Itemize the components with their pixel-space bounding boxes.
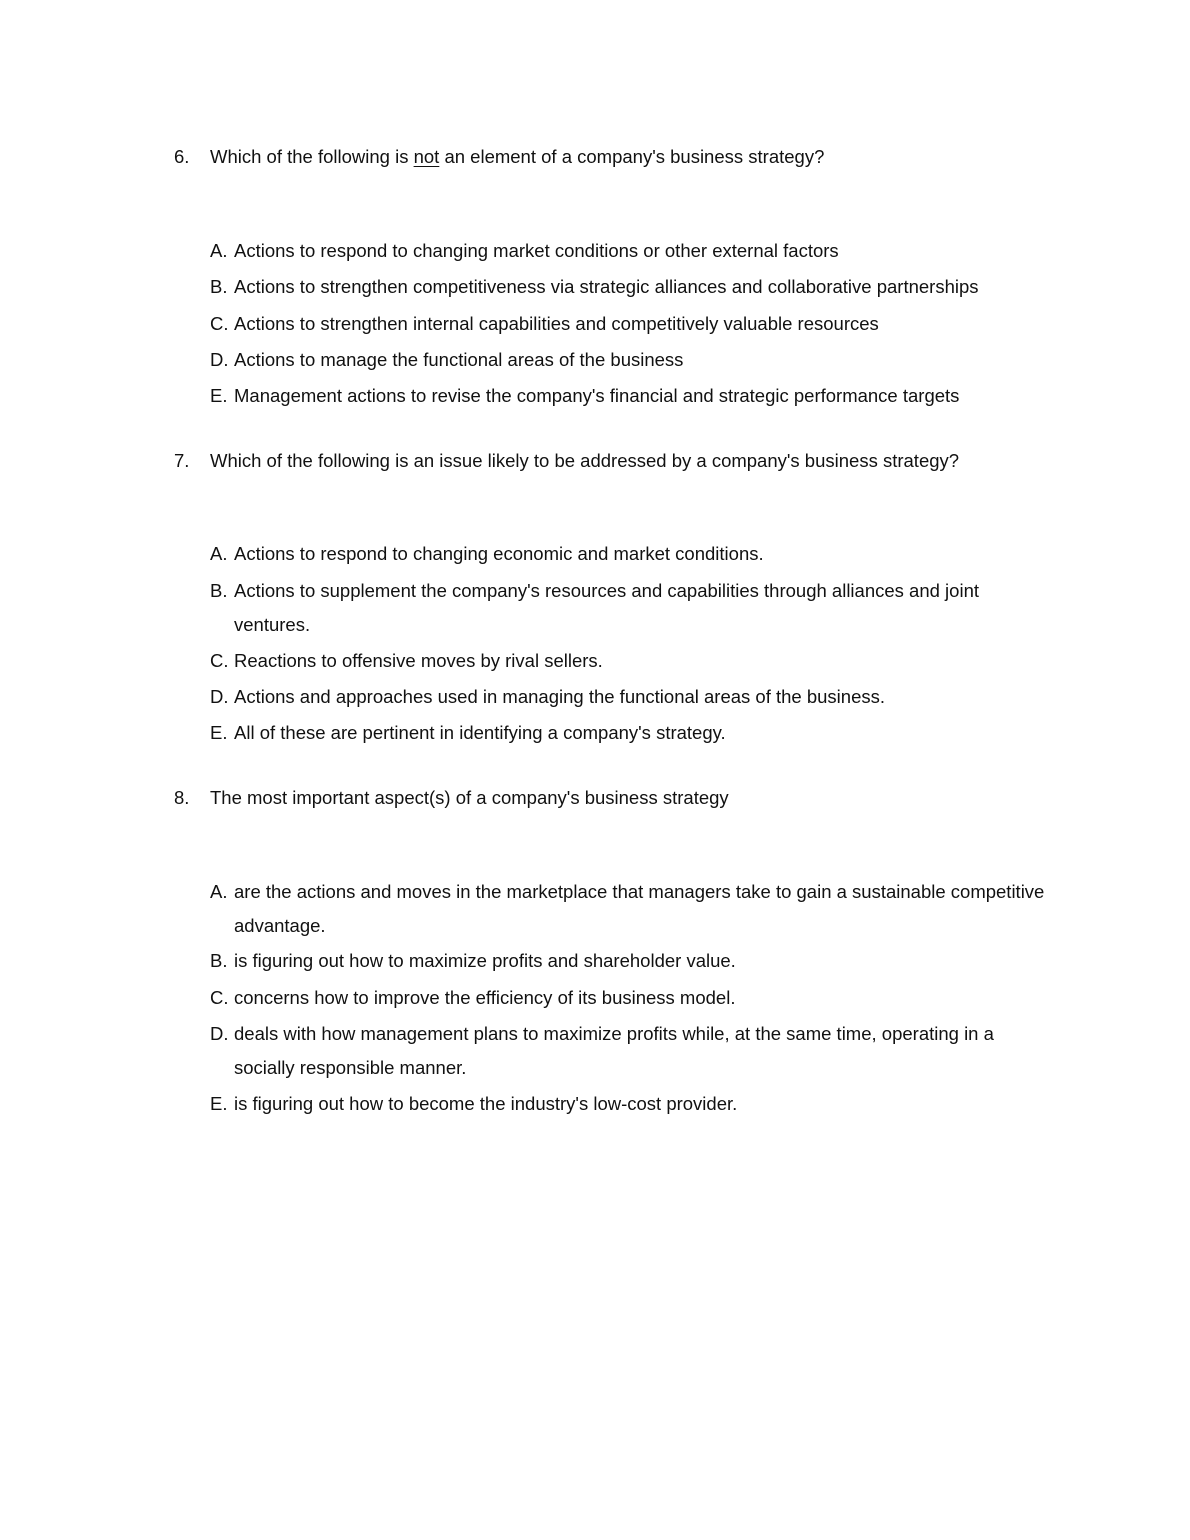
option-letter: A. — [210, 881, 228, 902]
option-text: All of these are pertinent in identifying a company's strategy. — [234, 722, 726, 743]
option-text: Actions to manage the functional areas of the business — [234, 349, 684, 370]
option-7b — [210, 574, 1050, 642]
question-text: The most important aspect(s) of a company's business strategy — [210, 787, 729, 808]
stem-before: Which of the following is — [210, 146, 414, 167]
option-text: Actions to supplement the company's resources and capabilities through alliances and joint ventures. — [234, 580, 979, 635]
option-8d — [210, 1017, 1050, 1085]
option-text: Actions and approaches used in managing the functional areas of the business. — [234, 686, 886, 707]
option-7e — [210, 716, 1050, 750]
option-text: Reactions to offensive moves by rival sellers. — [234, 650, 603, 671]
question-text: Which of the following is an issue likely to be addressed by a company's business strategy? — [210, 450, 960, 471]
option-text: is figuring out how to maximize profits and shareholder value. — [234, 950, 736, 971]
option-text: Actions to respond to changing economic and market conditions. — [234, 543, 764, 564]
option-letter: D. — [210, 1023, 229, 1044]
option-text: Actions to respond to changing market conditions or other external factors — [234, 240, 839, 261]
option-8a — [210, 875, 1050, 943]
stem-after: an element of a company's business strategy? — [439, 146, 825, 167]
option-letter: B. — [210, 950, 228, 971]
stem-emphasis: not — [413, 146, 440, 167]
option-6b — [210, 270, 1050, 304]
option-letter: A. — [210, 240, 228, 261]
question-text — [210, 146, 824, 168]
option-letter: E. — [210, 1093, 228, 1114]
option-6e — [210, 379, 1050, 413]
option-8b — [210, 944, 1050, 978]
option-letter: E. — [210, 385, 228, 406]
option-7a — [210, 537, 1050, 571]
option-letter: D. — [210, 349, 229, 370]
question-number: 7. — [174, 450, 190, 471]
option-text: is figuring out how to become the industry's low-cost provider. — [234, 1093, 738, 1114]
question-number: 6. — [174, 146, 190, 167]
option-letter: C. — [210, 650, 229, 671]
option-8c — [210, 981, 1050, 1015]
option-letter: C. — [210, 313, 229, 334]
option-8e — [210, 1087, 1050, 1121]
option-text: Actions to strengthen competitiveness via strategic alliances and collaborative partnerships — [234, 276, 979, 297]
option-letter: B. — [210, 580, 228, 601]
option-letter: A. — [210, 543, 228, 564]
option-text: deals with how management plans to maximize profits while, at the same time, operating in a socially responsible manner. — [234, 1023, 994, 1078]
option-7d — [210, 680, 1050, 714]
question-number: 8. — [174, 787, 190, 808]
option-text: concerns how to improve the efficiency of its business model. — [234, 987, 736, 1008]
option-text: are the actions and moves in the marketplace that managers take to gain a sustainable competitive advantage. — [234, 881, 1045, 936]
option-text: Actions to strengthen internal capabilities and competitively valuable resources — [234, 313, 879, 334]
option-6c — [210, 307, 1050, 341]
option-letter: E. — [210, 722, 228, 743]
option-letter: B. — [210, 276, 228, 297]
option-text: Management actions to revise the company's financial and strategic performance targets — [234, 385, 960, 406]
option-letter: C. — [210, 987, 229, 1008]
option-6d — [210, 343, 1050, 377]
option-7c — [210, 644, 1050, 678]
option-6a — [210, 234, 1050, 268]
option-letter: D. — [210, 686, 229, 707]
